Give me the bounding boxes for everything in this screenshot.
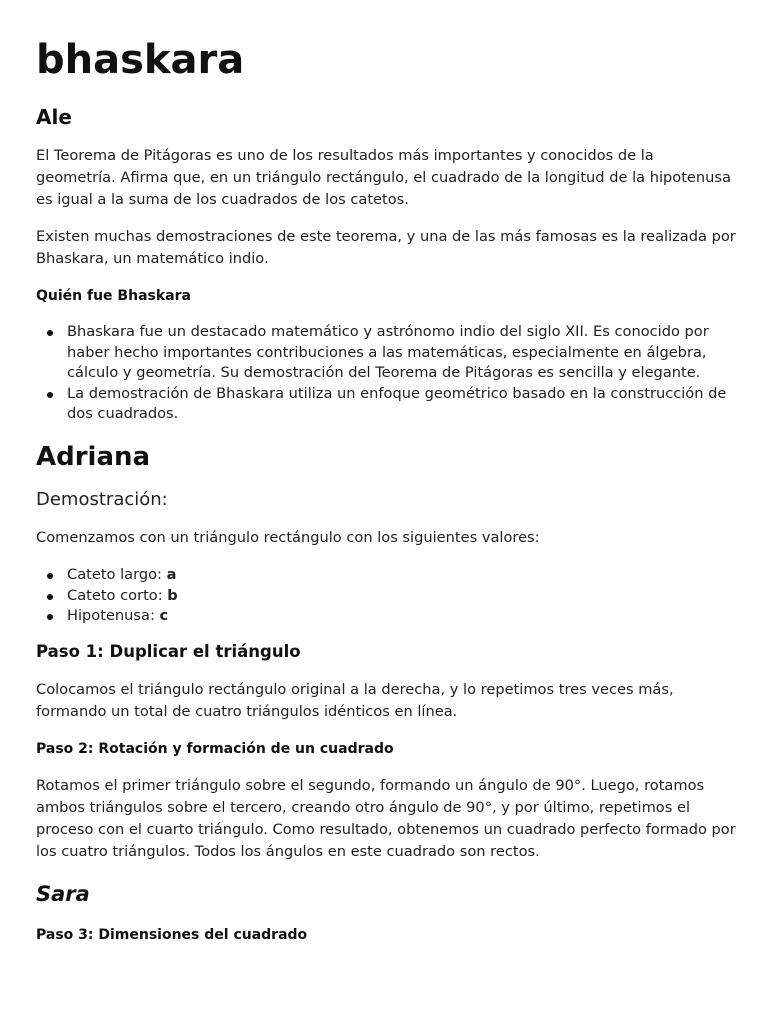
step1-heading: Paso 1: Duplicar el triángulo (36, 642, 301, 661)
value-symbol: c (159, 607, 169, 624)
list-item-text: La demostración de Bhaskara utiliza un enfoque geométrico basado en la construcción de dos cuadrados. (67, 384, 727, 422)
section-heading-sara: Sara (36, 882, 90, 906)
value-label: Cateto corto: (67, 586, 168, 604)
list-item (36, 384, 736, 425)
demonstration-heading: Demostración: (36, 489, 168, 510)
step2-paragraph: Rotamos el primer triángulo sobre el segundo, formando un ángulo de 90°. Luego, rotamos ambos triángulos sobre el tercero, creando otro ángulo de 90°, y por último, repetimos el proceso con el cuarto triángulo. Como resultado, obtenemos un cuadrado perfecto formado por los cuatro triángulos. Todos los ángulos en este cuadrado son rectos. (36, 777, 736, 860)
value-label: Cateto largo: (67, 566, 167, 583)
step1-paragraph: Colocamos el triángulo rectángulo original a la derecha, y lo repetimos tres veces más, formando un total de cuatro triángulos idénticos en línea. (36, 681, 674, 720)
triangle-values-list (36, 565, 736, 627)
who-was-bhaskara-heading: Quién fue Bhaskara (36, 288, 191, 304)
bullet-icon (47, 614, 53, 620)
bullet-icon (47, 330, 53, 336)
value-symbol: a (166, 566, 177, 583)
list-item (36, 322, 736, 384)
step2-heading: Paso 2: Rotación y formación de un cuadrado (36, 741, 394, 757)
list-item (36, 565, 736, 586)
section-heading-ale: Ale (36, 105, 72, 129)
intro-paragraph: El Teorema de Pitágoras es uno de los resultados más importantes y conocidos de la geometría. Afirma que, en un triángulo rectángulo, el cuadrado de la longitud de la hipotenusa es igual a la suma de los cuadrados de los catetos. (36, 147, 731, 208)
section-heading-adriana: Adriana (36, 442, 151, 472)
document-title: bhaskara (36, 37, 245, 83)
bullet-icon (47, 392, 53, 398)
list-item-text: Bhaskara fue un destacado matemático y astrónomo indio del siglo XII. Es conocido por haber hecho importantes contribuciones a las matemáticas, especialmente en álgebra, cálculo y geometría. Su demostración del Teorema de Pitágoras es sencilla y elegante. (67, 323, 709, 381)
list-item (36, 606, 736, 627)
triangle-intro-paragraph: Comenzamos con un triángulo rectángulo con los siguientes valores: (36, 529, 540, 546)
bullet-icon (47, 594, 53, 600)
value-symbol: b (167, 586, 178, 604)
bullet-icon (47, 573, 53, 579)
value-label: Hipotenusa: (67, 607, 160, 624)
demonstrations-paragraph: Existen muchas demostraciones de este teorema, y una de las más famosas es la realizada por Bhaskara, un matemático indio. (36, 228, 736, 267)
list-item (36, 586, 736, 607)
step3-heading: Paso 3: Dimensiones del cuadrado (36, 927, 308, 943)
bhaskara-bullet-list (36, 322, 736, 425)
